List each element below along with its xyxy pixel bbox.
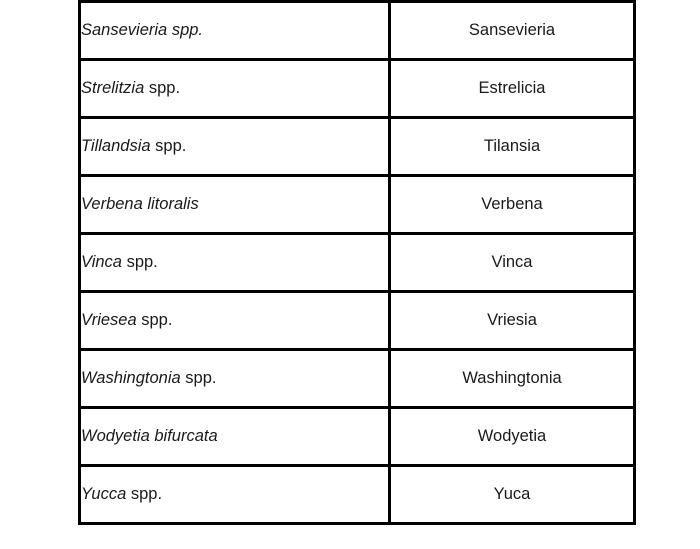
species-epithet: litoralis: [147, 195, 199, 213]
scientific-name-cell: [80, 350, 390, 408]
species-epithet: spp.: [148, 79, 181, 97]
genus-name: Wodyetia: [81, 427, 150, 445]
species-table: [78, 0, 636, 525]
species-epithet: spp.: [185, 369, 217, 387]
scientific-name-cell: [80, 292, 390, 350]
common-name-cell: Yuca: [390, 466, 635, 524]
common-name-cell: Vinca: [390, 234, 635, 292]
genus-name: Verbena: [81, 195, 143, 213]
genus-name: Vinca: [81, 253, 122, 271]
table-row: [80, 292, 635, 350]
common-name-cell: Wodyetia: [390, 408, 635, 466]
genus-name: Yucca: [81, 485, 127, 503]
species-table-body: [80, 2, 635, 524]
scientific-name-cell: [80, 60, 390, 118]
scientific-name-cell: [80, 118, 390, 176]
table-row: [80, 234, 635, 292]
common-name-cell: Estrelicia: [390, 60, 635, 118]
genus-name: Vriesea: [81, 311, 137, 329]
table-row: [80, 60, 635, 118]
species-epithet: bifurcata: [154, 427, 218, 445]
species-table-container: [78, 0, 627, 525]
genus-name: Washingtonia: [81, 369, 181, 387]
common-name-cell: Vriesia: [390, 292, 635, 350]
genus-name: Strelitzia: [81, 79, 145, 97]
genus-name: Tillandsia: [81, 137, 151, 155]
table-row: [80, 466, 635, 524]
common-name-cell: Tilansia: [390, 118, 635, 176]
species-epithet: spp.: [155, 137, 187, 155]
species-epithet: spp.: [141, 311, 173, 329]
common-name-cell: Verbena: [390, 176, 635, 234]
table-row: [80, 2, 635, 60]
species-epithet: spp.: [171, 21, 203, 39]
table-row: [80, 408, 635, 466]
scientific-name-cell: [80, 2, 390, 60]
scientific-name-cell: [80, 176, 390, 234]
common-name-cell: Sansevieria: [390, 2, 635, 60]
scientific-name-cell: [80, 466, 390, 524]
genus-name: Sansevieria: [81, 21, 168, 39]
species-epithet: spp.: [126, 253, 158, 271]
scientific-name-cell: [80, 234, 390, 292]
table-row: [80, 118, 635, 176]
species-epithet: spp.: [130, 485, 163, 503]
scientific-name-cell: [80, 408, 390, 466]
common-name-cell: Washingtonia: [390, 350, 635, 408]
table-row: [80, 176, 635, 234]
table-row: [80, 350, 635, 408]
